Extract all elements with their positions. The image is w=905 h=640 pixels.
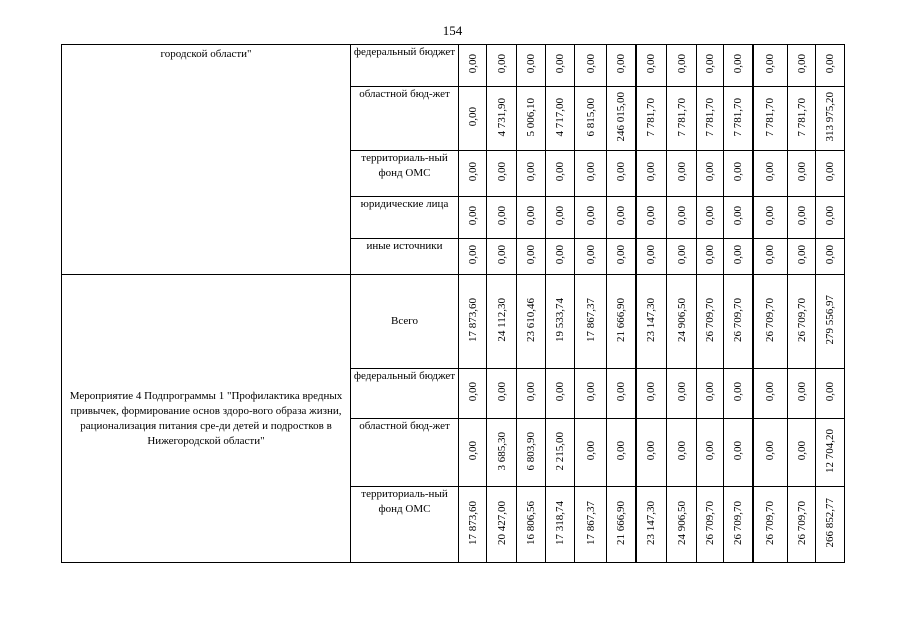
value-text: 5 006,10: [525, 97, 537, 137]
value-text: 0,00: [614, 54, 627, 74]
value-cell: [636, 45, 667, 87]
value-text: 0,00: [764, 441, 777, 461]
value-text: 0,00: [795, 162, 808, 182]
value-cell: [575, 369, 607, 419]
value-text: 0,00: [525, 162, 537, 182]
value-text: 0,00: [554, 206, 566, 226]
value-text: 26 709,70: [795, 298, 808, 342]
value-cell: [546, 151, 575, 197]
value-cell: [607, 45, 636, 87]
value-cell: [724, 45, 753, 87]
value-text: 26 709,70: [764, 298, 777, 342]
value-cell: [788, 369, 816, 419]
value-text: 0,00: [645, 206, 658, 226]
value-cell: [816, 369, 845, 419]
value-cell: [697, 87, 724, 151]
value-cell: [575, 151, 607, 197]
value-text: 0,00: [645, 162, 658, 182]
value-text: 23 610,46: [525, 298, 537, 342]
value-cell: [816, 197, 845, 239]
value-text: 0,00: [466, 162, 479, 182]
value-cell: [517, 151, 546, 197]
value-cell: [724, 487, 753, 563]
value-text: 0,00: [704, 54, 716, 74]
value-cell: [575, 239, 607, 275]
value-text: 0,00: [764, 245, 777, 265]
value-cell: [636, 87, 667, 151]
value-text: 23 147,30: [645, 298, 658, 342]
value-cell: [575, 275, 607, 369]
value-cell: [575, 45, 607, 87]
value-cell: [697, 487, 724, 563]
value-cell: [667, 45, 697, 87]
value-text: 0,00: [795, 54, 808, 74]
value-text: 0,00: [764, 206, 777, 226]
measure-name-cell: городской области": [62, 45, 351, 275]
value-cell: [667, 239, 697, 275]
table-row: [62, 275, 845, 369]
funding-source-cell: иные источники: [351, 239, 459, 275]
value-cell: [724, 369, 753, 419]
value-cell: [636, 275, 667, 369]
value-text: 0,00: [584, 441, 597, 461]
value-text: 0,00: [466, 206, 479, 226]
value-text: 17 867,37: [584, 501, 597, 545]
value-cell: [487, 275, 517, 369]
value-cell: [607, 419, 636, 487]
value-cell: [667, 197, 697, 239]
value-text: 0,00: [614, 382, 627, 402]
value-cell: [753, 419, 788, 487]
value-cell: [667, 151, 697, 197]
value-cell: [575, 487, 607, 563]
value-text: 12 704,20: [824, 429, 836, 473]
value-text: 17 873,60: [466, 298, 479, 342]
value-cell: [788, 87, 816, 151]
value-cell: [636, 487, 667, 563]
value-text: 0,00: [554, 382, 566, 402]
table-row: [62, 45, 845, 87]
value-cell: [487, 197, 517, 239]
value-cell: [816, 419, 845, 487]
value-text: 23 147,30: [645, 501, 658, 545]
value-cell: [459, 369, 487, 419]
value-cell: [697, 275, 724, 369]
value-cell: [753, 87, 788, 151]
value-cell: [575, 87, 607, 151]
value-cell: [697, 151, 724, 197]
value-cell: [753, 197, 788, 239]
value-text: 21 666,90: [614, 501, 627, 545]
value-text: 0,00: [645, 441, 658, 461]
value-cell: [607, 275, 636, 369]
funding-source-cell: Всего: [351, 275, 459, 369]
value-text: 0,00: [554, 162, 566, 182]
value-cell: [753, 275, 788, 369]
value-cell: [487, 369, 517, 419]
value-cell: [487, 151, 517, 197]
value-cell: [724, 87, 753, 151]
value-cell: [816, 87, 845, 151]
value-cell: [667, 87, 697, 151]
value-cell: [459, 275, 487, 369]
value-text: 0,00: [704, 441, 716, 461]
value-text: 0,00: [795, 245, 808, 265]
value-cell: [753, 369, 788, 419]
value-cell: [667, 487, 697, 563]
value-cell: [636, 239, 667, 275]
value-cell: [636, 197, 667, 239]
value-text: 0,00: [731, 162, 744, 182]
value-cell: [816, 275, 845, 369]
value-text: 0,00: [495, 206, 508, 226]
value-text: 17 867,37: [584, 298, 597, 342]
value-text: 26 709,70: [764, 501, 777, 545]
value-cell: [487, 487, 517, 563]
funding-source-cell: территориаль-ный фонд ОМС: [351, 151, 459, 197]
value-text: 266 852,77: [824, 498, 836, 548]
value-text: 0,00: [795, 382, 808, 402]
value-text: 246 015,00: [614, 92, 627, 142]
value-text: 0,00: [704, 206, 716, 226]
value-text: 0,00: [525, 382, 537, 402]
value-text: 0,00: [704, 382, 716, 402]
value-cell: [487, 419, 517, 487]
value-text: 26 709,70: [731, 501, 744, 545]
value-text: 0,00: [495, 382, 508, 402]
value-text: 0,00: [704, 162, 716, 182]
value-cell: [607, 487, 636, 563]
value-cell: [459, 419, 487, 487]
value-text: 0,00: [466, 245, 479, 265]
value-text: 4 731,90: [495, 97, 508, 137]
value-text: 7 781,70: [704, 97, 716, 137]
value-text: 7 781,70: [764, 97, 777, 137]
value-cell: [788, 487, 816, 563]
value-text: 0,00: [525, 206, 537, 226]
value-text: 0,00: [824, 162, 836, 182]
value-text: 0,00: [795, 206, 808, 226]
value-cell: [607, 369, 636, 419]
page-number: 154: [442, 23, 463, 38]
value-cell: [607, 151, 636, 197]
value-cell: [724, 419, 753, 487]
value-text: 0,00: [466, 382, 479, 402]
value-text: 0,00: [466, 54, 479, 74]
value-cell: [546, 419, 575, 487]
value-text: 0,00: [525, 54, 537, 74]
value-text: 0,00: [614, 441, 627, 461]
value-text: 6 815,00: [584, 97, 597, 137]
value-text: 0,00: [824, 54, 836, 74]
value-text: 0,00: [824, 206, 836, 226]
value-text: 26 709,70: [795, 501, 808, 545]
value-text: 0,00: [731, 54, 744, 74]
value-cell: [575, 419, 607, 487]
value-cell: [517, 369, 546, 419]
value-cell: [816, 45, 845, 87]
value-text: 0,00: [584, 206, 597, 226]
value-text: 26 709,70: [704, 298, 716, 342]
value-text: 0,00: [645, 382, 658, 402]
value-cell: [724, 151, 753, 197]
funding-source-cell: областной бюд-жет: [351, 87, 459, 151]
value-text: 0,00: [525, 245, 537, 265]
value-text: 0,00: [614, 162, 627, 182]
value-cell: [517, 197, 546, 239]
value-text: 0,00: [764, 382, 777, 402]
value-text: 0,00: [554, 54, 566, 74]
value-cell: [607, 197, 636, 239]
value-text: 0,00: [584, 162, 597, 182]
value-cell: [517, 419, 546, 487]
value-text: 0,00: [584, 54, 597, 74]
value-cell: [788, 151, 816, 197]
value-text: 21 666,90: [614, 298, 627, 342]
value-text: 17 318,74: [554, 501, 566, 545]
value-text: 7 781,70: [795, 97, 808, 137]
value-text: 0,00: [795, 441, 808, 461]
value-text: 0,00: [731, 382, 744, 402]
value-cell: [788, 45, 816, 87]
value-cell: [697, 239, 724, 275]
value-text: 0,00: [466, 441, 479, 461]
value-text: 17 873,60: [466, 501, 479, 545]
value-text: 0,00: [614, 206, 627, 226]
value-cell: [459, 197, 487, 239]
value-cell: [667, 369, 697, 419]
value-cell: [753, 151, 788, 197]
value-text: 24 906,50: [675, 298, 688, 342]
value-text: 24 906,50: [675, 501, 688, 545]
value-cell: [816, 239, 845, 275]
value-cell: [667, 419, 697, 487]
value-text: 0,00: [645, 54, 658, 74]
value-cell: [636, 419, 667, 487]
value-text: 0,00: [495, 162, 508, 182]
value-text: 0,00: [764, 54, 777, 74]
funding-source-cell: федеральный бюджет: [351, 45, 459, 87]
value-cell: [724, 275, 753, 369]
value-text: 26 709,70: [704, 501, 716, 545]
value-text: 0,00: [731, 206, 744, 226]
value-text: 26 709,70: [731, 298, 744, 342]
value-text: 3 685,30: [495, 431, 508, 471]
value-cell: [546, 45, 575, 87]
value-cell: [753, 45, 788, 87]
measure-name-cell: Мероприятие 4 Подпрограммы 1 "Профилактика вредных привычек, формирование основ здоро-вого образа жизни, рационализация питания сре-ди детей и подростков в Нижегородской области": [62, 275, 351, 563]
value-text: 0,00: [704, 245, 716, 265]
value-cell: [788, 197, 816, 239]
value-text: 0,00: [584, 382, 597, 402]
value-text: 0,00: [614, 245, 627, 265]
value-cell: [575, 197, 607, 239]
value-text: 0,00: [731, 441, 744, 461]
value-text: 0,00: [554, 245, 566, 265]
value-cell: [607, 239, 636, 275]
value-cell: [697, 45, 724, 87]
value-cell: [816, 487, 845, 563]
value-text: 0,00: [675, 245, 688, 265]
value-cell: [753, 239, 788, 275]
value-cell: [788, 239, 816, 275]
value-cell: [667, 275, 697, 369]
value-cell: [607, 87, 636, 151]
value-text: 0,00: [495, 54, 508, 74]
value-cell: [788, 275, 816, 369]
value-cell: [724, 197, 753, 239]
value-text: 24 112,30: [495, 298, 508, 342]
value-cell: [459, 151, 487, 197]
value-cell: [517, 87, 546, 151]
value-text: 6 803,90: [525, 431, 537, 471]
value-cell: [459, 487, 487, 563]
value-text: 0,00: [675, 206, 688, 226]
value-cell: [487, 87, 517, 151]
value-text: 0,00: [824, 382, 836, 402]
funding-source-cell: юридические лица: [351, 197, 459, 239]
value-text: 279 556,97: [824, 295, 836, 345]
value-cell: [546, 239, 575, 275]
value-cell: [487, 239, 517, 275]
budget-table: [61, 44, 845, 563]
value-text: 20 427,00: [495, 501, 508, 545]
value-cell: [724, 239, 753, 275]
value-cell: [546, 87, 575, 151]
value-cell: [636, 369, 667, 419]
value-text: 7 781,70: [675, 97, 688, 137]
funding-source-cell: федеральный бюджет: [351, 369, 459, 419]
value-text: 0,00: [645, 245, 658, 265]
funding-source-cell: территориаль-ный фонд ОМС: [351, 487, 459, 563]
value-text: 0,00: [675, 441, 688, 461]
value-cell: [788, 419, 816, 487]
value-text: 0,00: [675, 162, 688, 182]
value-cell: [517, 239, 546, 275]
value-text: 7 781,70: [645, 97, 658, 137]
value-text: 0,00: [675, 382, 688, 402]
value-cell: [697, 369, 724, 419]
value-cell: [459, 45, 487, 87]
value-text: 0,00: [466, 107, 479, 127]
value-cell: [546, 275, 575, 369]
value-text: 0,00: [675, 54, 688, 74]
value-text: 0,00: [495, 245, 508, 265]
value-cell: [697, 197, 724, 239]
value-text: 0,00: [764, 162, 777, 182]
value-cell: [636, 151, 667, 197]
value-cell: [517, 45, 546, 87]
value-cell: [697, 419, 724, 487]
value-cell: [546, 369, 575, 419]
value-text: 4 717,00: [554, 97, 566, 137]
funding-source-cell: областной бюд-жет: [351, 419, 459, 487]
value-cell: [517, 275, 546, 369]
value-text: 7 781,70: [731, 97, 744, 137]
value-text: 0,00: [731, 245, 744, 265]
value-text: 0,00: [824, 245, 836, 265]
value-cell: [459, 87, 487, 151]
value-text: 2 215,00: [554, 431, 566, 471]
value-cell: [546, 487, 575, 563]
value-cell: [816, 151, 845, 197]
value-cell: [753, 487, 788, 563]
value-cell: [459, 239, 487, 275]
value-text: 19 533,74: [554, 298, 566, 342]
value-cell: [517, 487, 546, 563]
value-cell: [487, 45, 517, 87]
value-text: 16 806,56: [525, 501, 537, 545]
value-text: 313 975,20: [824, 92, 836, 142]
value-text: 0,00: [584, 245, 597, 265]
value-cell: [546, 197, 575, 239]
